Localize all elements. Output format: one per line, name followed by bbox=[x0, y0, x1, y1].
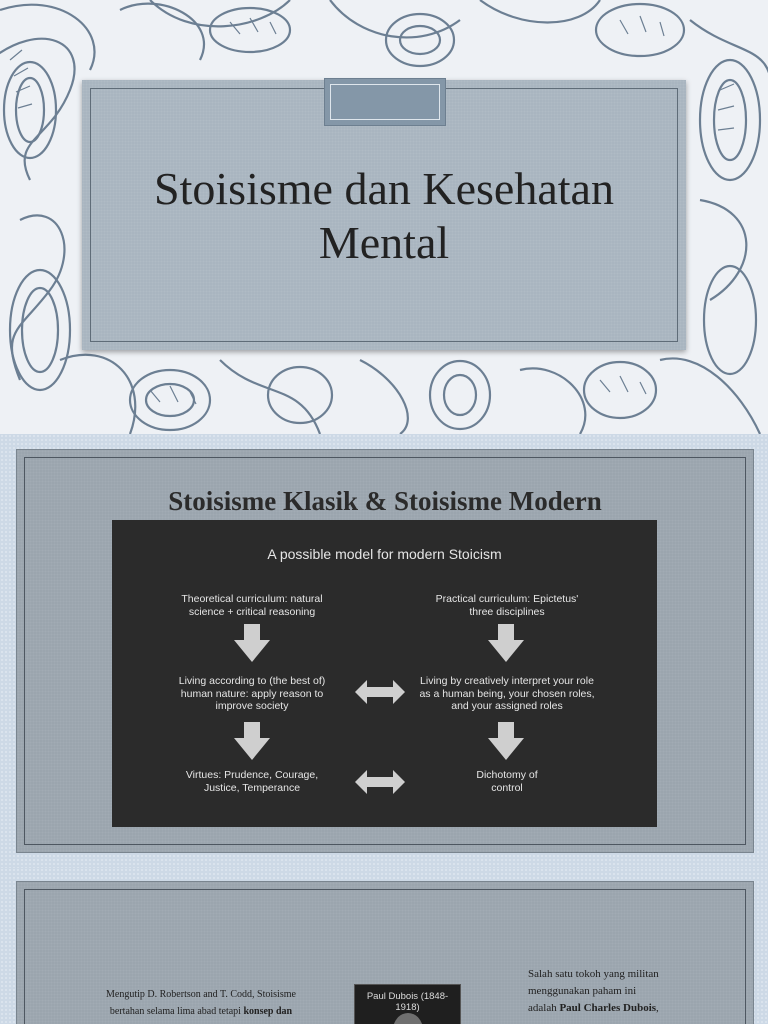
down-arrow-icon bbox=[234, 722, 270, 762]
left-paragraph-line-2 bbox=[84, 1003, 318, 1020]
virtues-box: Virtues: Prudence, Courage, Justice, Temperance bbox=[185, 769, 319, 794]
dubois-slide bbox=[0, 868, 768, 1024]
living-according-nature-box: Living according to (the best of) human nature: apply reason to improve society bbox=[178, 675, 326, 712]
right-paragraph-suffix: , bbox=[656, 1002, 659, 1014]
slide-heading: Stoisisme Klasik & Stoisisme Modern bbox=[168, 486, 602, 516]
title-tab-inner bbox=[330, 84, 440, 120]
right-paragraph-line-3 bbox=[528, 1000, 728, 1017]
right-paragraph-line-2: menggunakan paham ini bbox=[528, 985, 637, 997]
left-paragraph-bold: konsep dan bbox=[243, 1006, 293, 1017]
left-paragraph bbox=[84, 986, 318, 1020]
stoicism-model-slide bbox=[0, 434, 768, 868]
title-slide bbox=[0, 0, 768, 434]
dichotomy-of-control-box: Dichotomy of control bbox=[476, 769, 538, 794]
title-card bbox=[82, 80, 686, 350]
stoicism-model-diagram bbox=[112, 520, 657, 827]
paul-dubois-photo bbox=[354, 984, 461, 1024]
right-paragraph-prefix: adalah bbox=[528, 1002, 560, 1014]
slide-panel bbox=[16, 449, 754, 853]
left-paragraph-line-1: Mengutip D. Robertson and T. Codd, Stoisisme bbox=[106, 989, 296, 1000]
slide-title-line-2: Mental bbox=[318, 217, 450, 268]
double-arrow-icon bbox=[355, 769, 405, 795]
practical-curriculum-box: Practical curriculum: Epictetus' three disciplines bbox=[435, 593, 579, 618]
portrait-figure bbox=[393, 1013, 423, 1024]
right-paragraph bbox=[528, 966, 728, 1017]
theoretical-curriculum-box: Theoretical curriculum: natural science + critical reasoning bbox=[181, 593, 323, 618]
left-paragraph-text: bertahan selama lima abad tetapi bbox=[109, 1006, 244, 1017]
paul-charles-dubois-name: Paul Charles Dubois bbox=[559, 1002, 657, 1014]
down-arrow-icon bbox=[488, 624, 524, 664]
slide-title bbox=[112, 162, 656, 270]
diagram-title: A possible model for modern Stoicism bbox=[267, 546, 502, 562]
photo-caption: Paul Dubois (1848-1918) bbox=[366, 991, 449, 1013]
title-tab-decoration bbox=[324, 78, 446, 126]
down-arrow-icon bbox=[234, 624, 270, 664]
slide-title-line-1: Stoisisme dan Kesehatan bbox=[154, 163, 614, 214]
double-arrow-icon bbox=[355, 679, 405, 705]
living-roles-box: Living by creatively interpret your role as a human being, your chosen roles, and your assigned roles bbox=[419, 675, 595, 712]
down-arrow-icon bbox=[488, 722, 524, 762]
right-paragraph-line-1: Salah satu tokoh yang militan bbox=[528, 968, 659, 980]
